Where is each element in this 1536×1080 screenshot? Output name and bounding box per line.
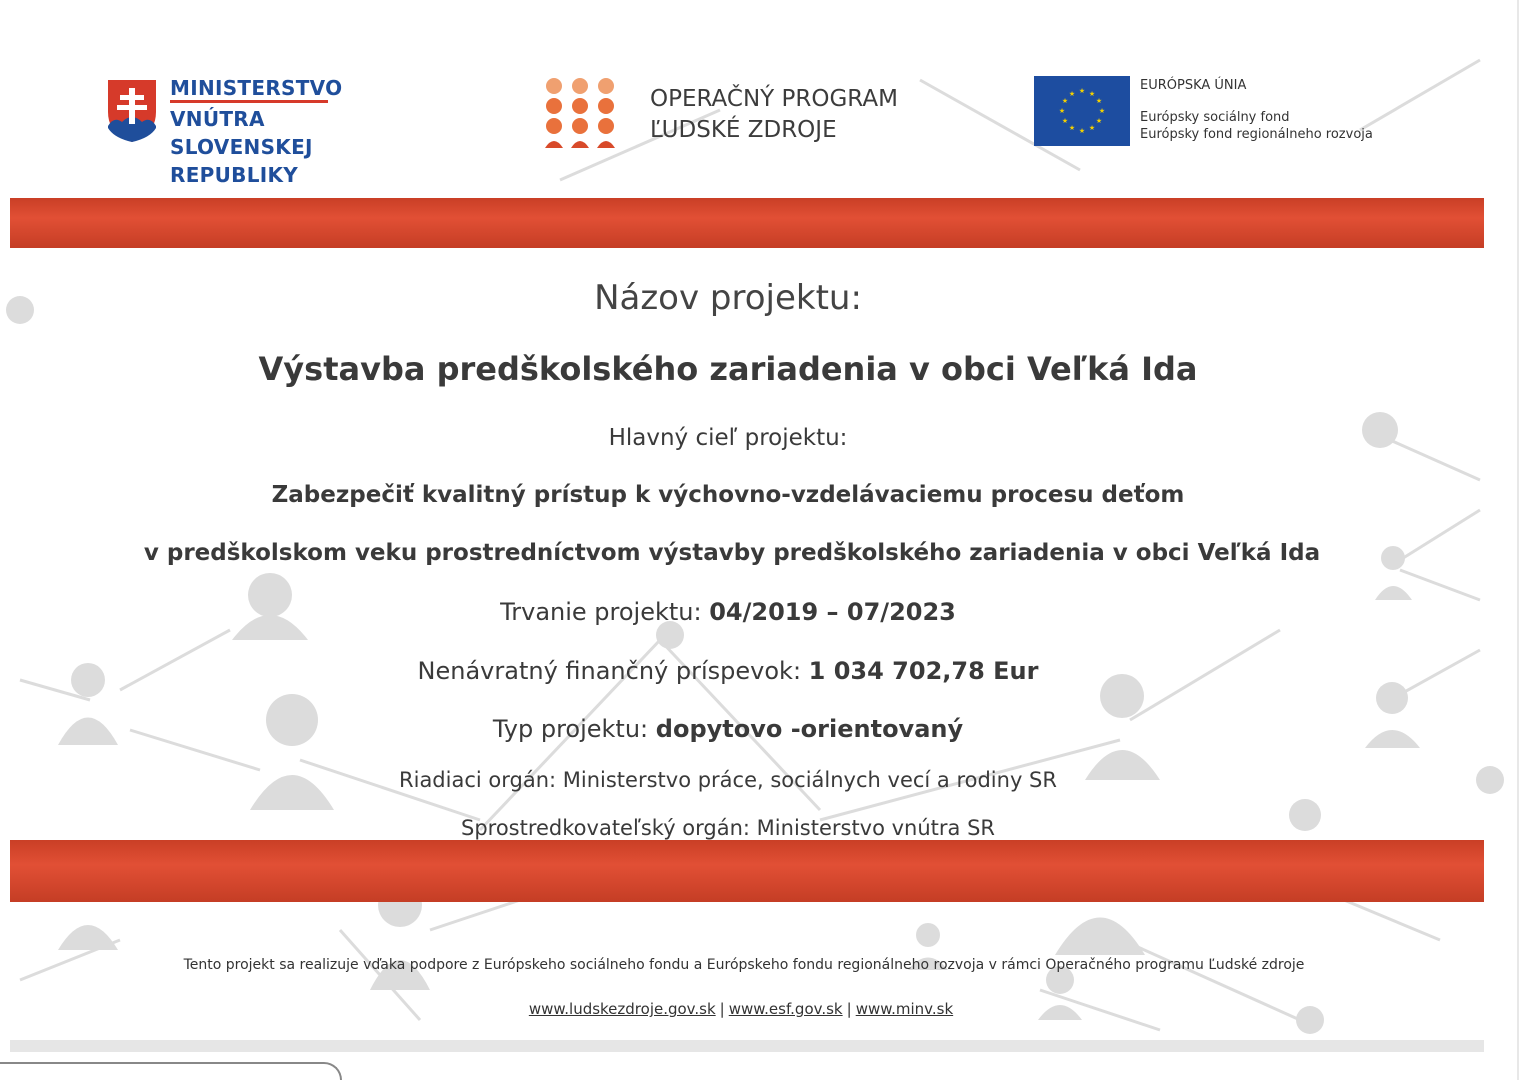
svg-text:★: ★ (1061, 97, 1069, 105)
project-goal-label: Hlavný cieľ projektu: (608, 425, 848, 451)
project-goal-line1: Zabezpečiť kvalitný prístup k výchovno-vzdelávaciemu procesu deťom (271, 482, 1185, 508)
link-separator: | (719, 1000, 725, 1018)
op-name-line1: OPERAČNÝ PROGRAM (650, 86, 898, 112)
svg-text:★: ★ (1058, 107, 1066, 115)
svg-text:★: ★ (1095, 97, 1103, 105)
ministry-name-line3: SLOVENSKEJ REPUBLIKY (170, 135, 313, 187)
svg-text:★: ★ (1068, 124, 1076, 132)
op-name-line2: ĽUDSKÉ ZDROJE (650, 117, 837, 143)
footer-support-text: Tento projekt sa realizuje vďaka podpore z Európskeho sociálneho fondu a Európskeho fondu regionálneho rozvoja v rámci Operačného programu Ľudské zdroje (183, 957, 1305, 973)
svg-text:★: ★ (1061, 117, 1069, 125)
type-label: Typ projektu: (492, 715, 649, 743)
svg-text:★: ★ (1068, 90, 1076, 98)
project-name-label: Názov projektu: (594, 278, 862, 318)
scan-right-edge (1517, 0, 1519, 1080)
svg-text:★: ★ (1088, 90, 1096, 98)
link-separator: | (846, 1000, 852, 1018)
project-grant (0, 657, 1456, 685)
svg-text:★: ★ (1098, 107, 1106, 115)
grant-value: 1 034 702,78 Eur (808, 657, 1039, 685)
eu-flag-icon (1034, 76, 1130, 146)
project-duration (0, 598, 1456, 626)
link-minv[interactable]: www.minv.sk (855, 1000, 954, 1018)
footer-links (0, 1000, 1482, 1018)
scan-page-edge (0, 1062, 342, 1080)
top-red-band (10, 198, 1484, 248)
type-value: dopytovo -orientovaný (655, 715, 964, 743)
grant-label: Nenávratný finančný príspevok: (417, 657, 802, 685)
duration-value: 04/2019 – 07/2023 (709, 598, 956, 626)
managing-authority: Riadiaci orgán: Ministerstvo práce, sociálnych vecí a rodiny SR (399, 768, 1057, 792)
duration-label: Trvanie projektu: (500, 598, 702, 626)
bottom-red-band (10, 840, 1484, 902)
link-esf[interactable]: www.esf.gov.sk (728, 1000, 843, 1018)
op-dots-icon (542, 76, 622, 151)
operational-program-logo (542, 76, 902, 156)
intermediate-body: Sprostredkovateľský orgán: Ministerstvo vnútra SR (460, 816, 996, 840)
eu-title: EURÓPSKA ÚNIA (1140, 78, 1247, 93)
eu-fund-esf: Európsky sociálny fond (1140, 110, 1290, 125)
svg-text:★: ★ (1078, 87, 1086, 95)
svg-text:★: ★ (1095, 117, 1103, 125)
project-name: Výstavba predškolského zariadenia v obci Veľká Ida (258, 350, 1198, 388)
ministry-logo (106, 76, 436, 187)
eu-logo (1034, 76, 1374, 151)
ministry-name-line1: MINISTERSTVO (170, 76, 328, 103)
svg-text:★: ★ (1088, 124, 1096, 132)
project-type (0, 715, 1456, 743)
eu-fund-erdf: Európsky fond regionálneho rozvoja (1140, 127, 1373, 142)
slovak-coat-of-arms-icon (106, 78, 158, 144)
project-goal-line2: v predškolskom veku prostredníctvom výstavby predškolského zariadenia v obci Veľká Ida (143, 540, 1321, 566)
svg-text:★: ★ (1078, 127, 1086, 135)
link-ludskezdroje[interactable]: www.ludskezdroje.gov.sk (528, 1000, 716, 1018)
ministry-name-line2: VNÚTRA (170, 107, 265, 131)
